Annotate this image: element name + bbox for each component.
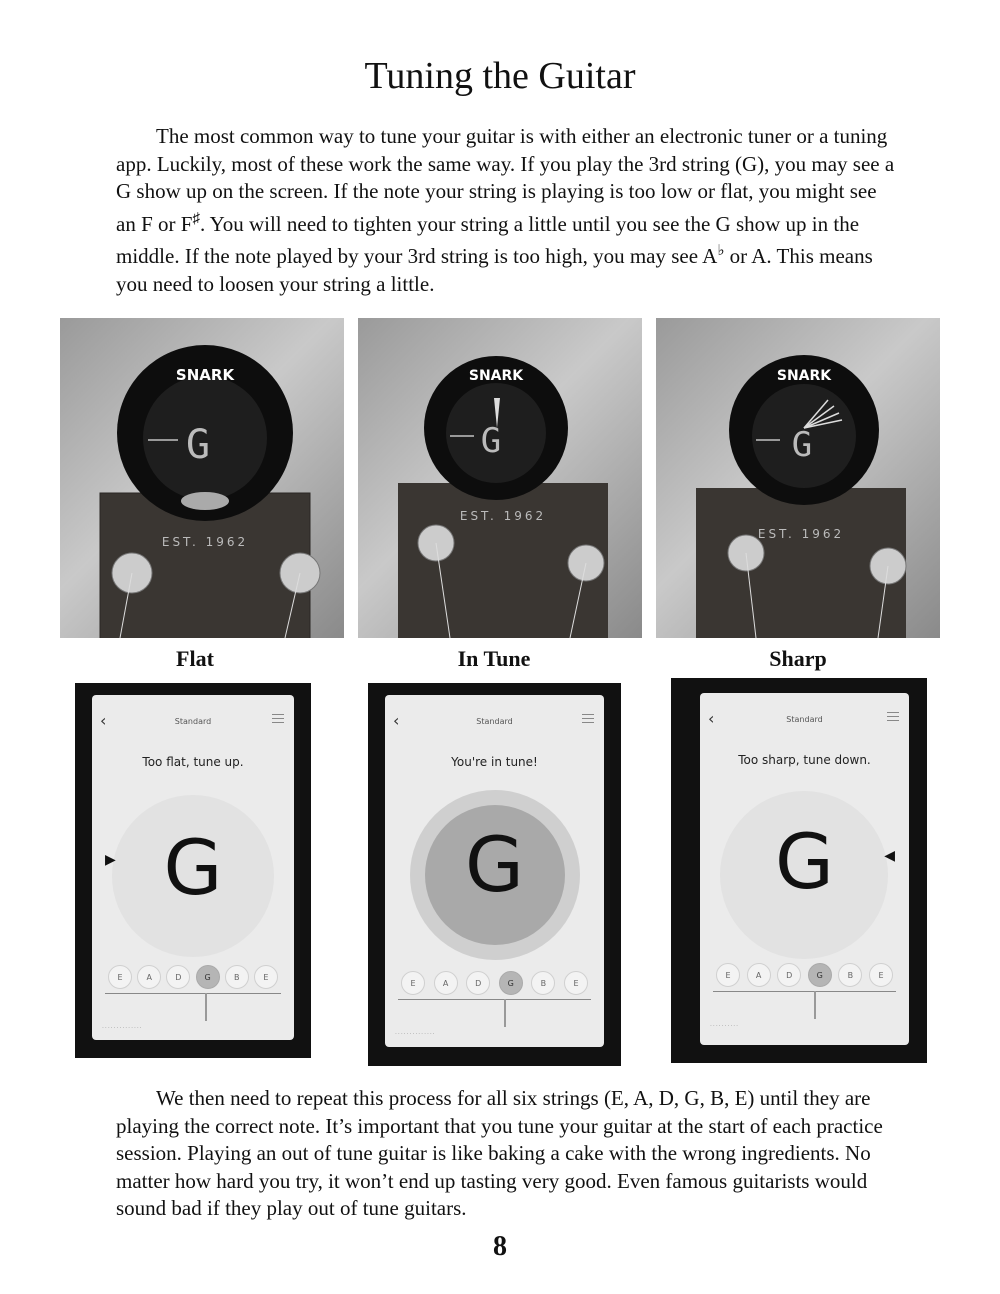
tuning-meter [713,991,896,992]
sharp-symbol: ♯ [192,210,200,227]
meter-needle [814,991,816,1019]
page-title: Tuning the Guitar [364,55,636,97]
meter-ticks: ·········· [710,1023,740,1030]
tuner-note: G [791,425,813,465]
meter-ticks: ·············· [395,1031,436,1038]
meter-needle [205,993,207,1021]
settings-icon[interactable] [887,709,899,724]
headstock-text: EST. 1962 [459,509,547,523]
tuner-app-in-tune [368,683,621,1066]
string-e-high[interactable]: E [869,963,893,987]
outro-paragraph [116,1085,896,1223]
tuner-photo-in-tune [358,318,642,638]
meter-needle [504,999,506,1027]
string-a[interactable]: A [747,963,771,987]
meter-ticks: ·············· [102,1025,143,1032]
string-b[interactable]: B [531,971,555,995]
string-b[interactable]: B [838,963,862,987]
settings-icon[interactable] [272,711,284,726]
string-a[interactable]: A [137,965,161,989]
string-g[interactable]: G [196,965,220,989]
headstock-text: EST. 1962 [757,527,845,541]
headstock-text: EST. 1962 [161,535,249,549]
intro-paragraph [116,123,896,298]
tuner-photo-flat [60,318,344,638]
detected-note: G [775,817,834,906]
flat-symbol: ♭ [717,243,725,259]
detected-note: G [465,820,524,909]
snark-logo: SNARK [776,368,832,384]
string-selector [401,971,588,995]
string-e-low[interactable]: E [716,963,740,987]
tuner-message: Too flat, tune up. [142,755,244,769]
string-a[interactable]: A [434,971,458,995]
tuner-note: G [185,422,211,468]
intro-text-2: . You will need to tighten your string a little until you see the G show up in the middle. If the note played by your 3rd string is too high, you may see A [116,211,860,268]
back-icon[interactable]: ‹ [393,711,400,730]
intro-text-3: or A. This means you need to loosen your string a little. [116,244,873,296]
tuning-header: Standard [786,715,823,724]
tuner-photo-sharp [656,318,940,638]
settings-icon[interactable] [582,711,594,726]
tuner-app-flat [75,683,311,1058]
string-d[interactable]: D [777,963,801,987]
snark-logo: SNARK [468,368,524,384]
tuner-message: You're in tune! [451,755,538,769]
caption-flat: Flat [176,646,214,671]
back-icon[interactable]: ‹ [708,709,715,728]
string-selector [108,965,278,989]
tuning-meter [105,993,281,994]
string-d[interactable]: D [466,971,490,995]
string-g[interactable]: G [808,963,832,987]
string-e-low[interactable]: E [108,965,132,989]
string-selector [716,963,893,987]
string-e-high[interactable]: E [564,971,588,995]
tuning-meter [398,999,591,1000]
page-number: 8 [493,1231,507,1262]
back-icon[interactable]: ‹ [100,711,107,730]
caption-sharp: Sharp [769,646,827,671]
sharp-pointer-icon: ◀ [884,848,895,864]
string-b[interactable]: B [225,965,249,989]
string-d[interactable]: D [166,965,190,989]
snark-logo: SNARK [175,366,235,384]
string-e-high[interactable]: E [254,965,278,989]
tuner-app-sharp [671,678,927,1063]
flat-pointer-icon: ▶ [105,852,116,868]
string-g[interactable]: G [499,971,523,995]
tuning-header: Standard [174,717,212,726]
detected-note: G [163,823,223,912]
string-e-low[interactable]: E [401,971,425,995]
tuner-message: Too sharp, tune down. [738,753,871,767]
outro-text: We then need to repeat this process for all six strings (E, A, D, G, B, E) until they are playing the correct note. It’s important that you tune your guitar at the start of each practice session. Playing an out of tune guitar is like baking a cake with the wrong ingredients. No matter how hard you try, it won’t end up tasting very good. Even famous guitarists would sound bad if they play out of tune guitars. [116,1086,883,1220]
tuning-header: Standard [476,717,513,726]
caption-in-tune: In Tune [457,646,531,671]
tuner-note: G [480,421,502,461]
intro-text-1: The most common way to tune your guitar is with either an electronic tuner or a tuning app. Luckily, most of these work the same way. If you play the 3rd string (G), you may see a G show up on the screen. If the note your string is playing is too low or flat, you might see an F or F [116,124,895,236]
